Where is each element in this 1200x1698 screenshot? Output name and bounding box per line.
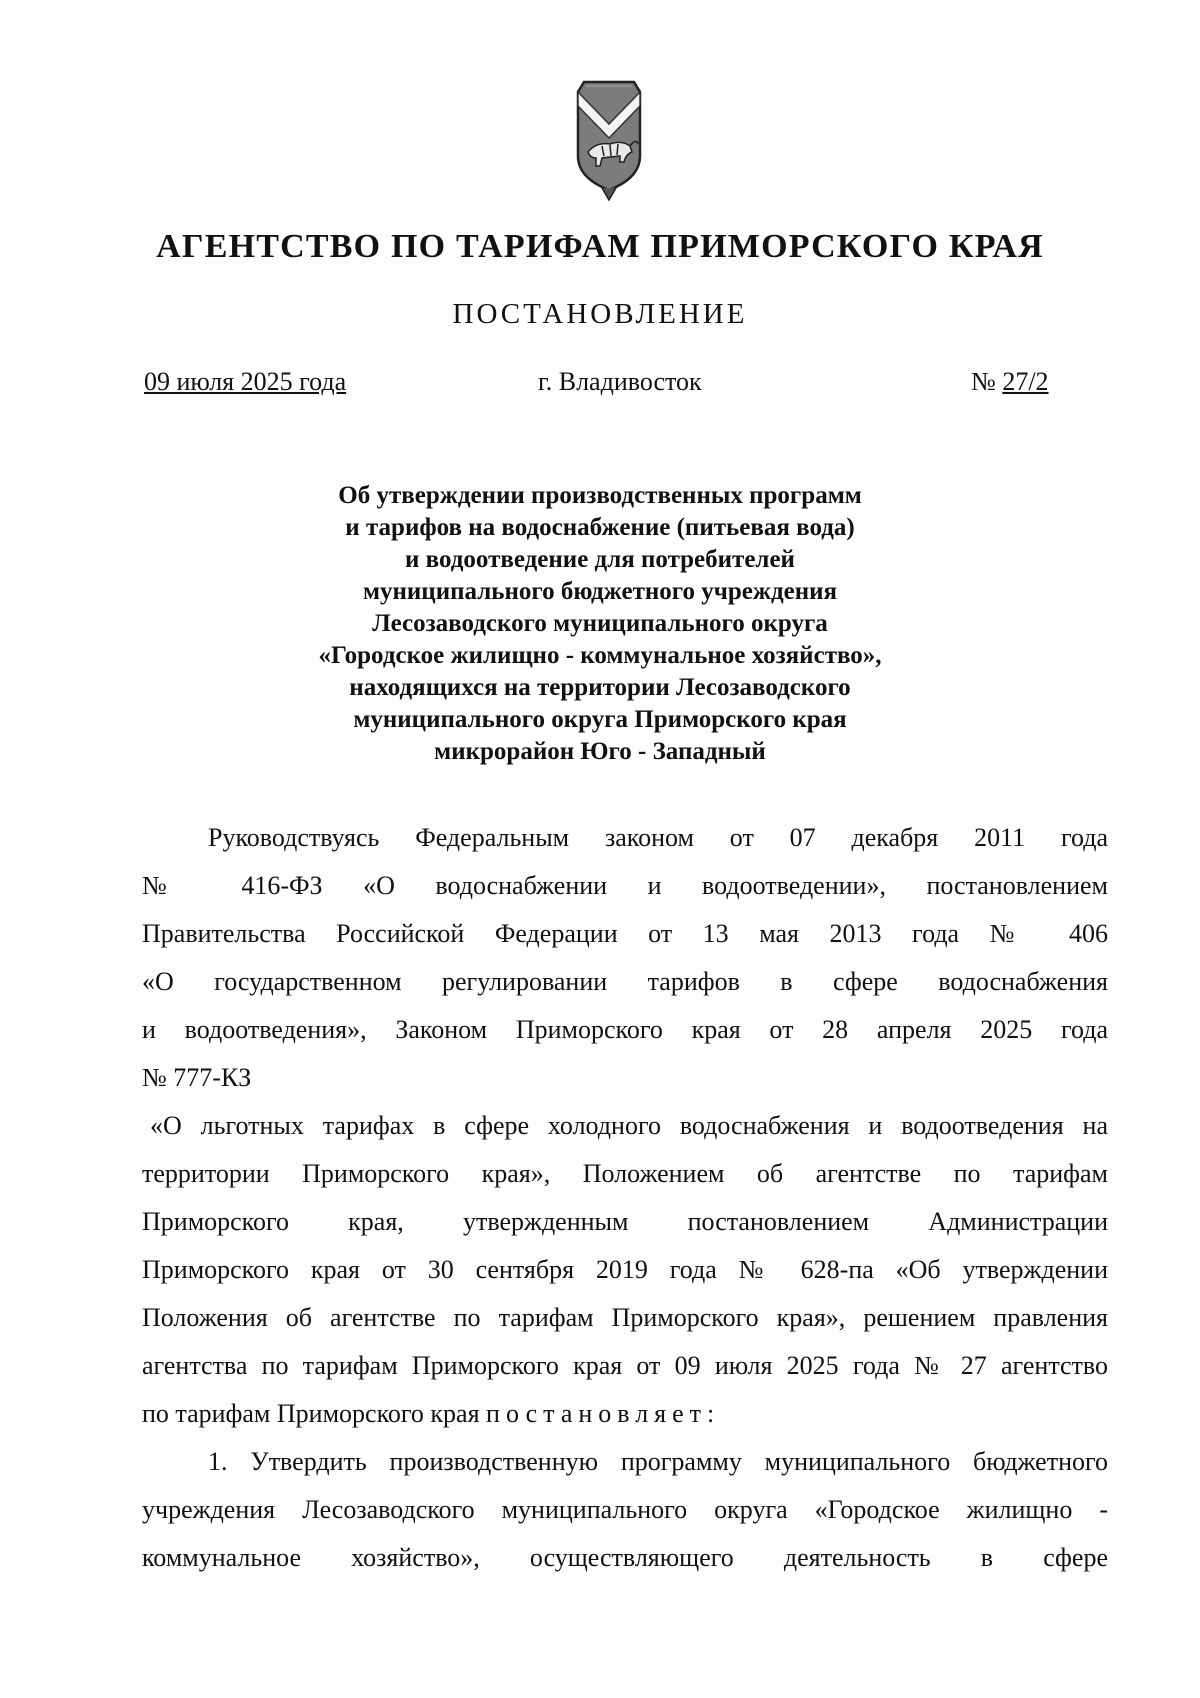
body-line: Приморского края, утвержденным постановлением Администрации [142,1207,1108,1236]
body-line: Правительства Российской Федерации от 13 мая 2013 года № 406 [142,919,1108,948]
document-date: 09 июля 2025 года [144,367,347,396]
body-line: коммунальное хозяйство», осуществляющего деятельность в сфере [142,1543,1108,1572]
document-title [0,480,1200,768]
document-number [971,367,1049,397]
body-line: «О льготных тарифах в сфере холодного водоснабжения и водоотведения на [150,1111,1108,1140]
title-line: и водоотведение для потребителей [405,546,795,573]
document-body [142,820,1108,1588]
body-line: «О государственном регулировании тарифов в сфере водоснабжения [142,967,1108,996]
title-line: «Городское жилищно - коммунальное хозяйство», [318,642,882,669]
body-line: Положения об агентстве по тарифам Приморского края», решением правления [142,1303,1108,1332]
title-line: микрорайон Юго - Западный [434,738,766,765]
body-line: 1. Утвердить производственную программу муниципального бюджетного [208,1447,1108,1476]
body-line: Приморского края от 30 сентября 2019 года № 628-па «Об утверждении [142,1255,1108,1284]
title-line: муниципального округа Приморского края [353,706,847,733]
body-line: и водоотведения», Законом Приморского края от 28 апреля 2025 года [142,1015,1108,1044]
resolution-word: постановляет: [486,1399,721,1428]
number-prefix: № [971,367,1003,396]
document-city: г. Владивосток [538,367,702,396]
body-line: Руководствуясь Федеральным законом от 07 декабря 2011 года [208,823,1108,852]
primorsky-coat-of-arms-icon [566,78,652,202]
body-line [142,1396,1108,1444]
agency-title: АГЕНТСТВО ПО ТАРИФАМ ПРИМОРСКОГО КРАЯ [156,228,1044,265]
body-line: агентства по тарифам Приморского края от 09 июля 2025 года № 27 агентство [142,1351,1108,1380]
number-value: 27/2 [1002,367,1049,396]
title-line: и тарифов на водоснабжение (питьевая вода) [345,514,855,541]
document-type: ПОСТАНОВЛЕНИЕ [452,298,748,330]
body-line: учреждения Лесозаводского муниципального округа «Городское жилищно - [142,1495,1108,1524]
title-line: Лесозаводского муниципального округа [372,610,828,637]
title-line: Об утверждении производственных программ [338,482,862,509]
body-line-text: по тарифам Приморского края [142,1399,487,1428]
title-line: муниципального бюджетного учреждения [362,578,838,605]
body-line: № 777-КЗ [142,1063,252,1092]
body-line: территории Приморского края», Положением об агентстве по тарифам [142,1159,1108,1188]
body-line: № 416-ФЗ «О водоснабжении и водоотведении», постановлением [142,871,1108,900]
title-line: находящихся на территории Лесозаводского [349,674,851,701]
